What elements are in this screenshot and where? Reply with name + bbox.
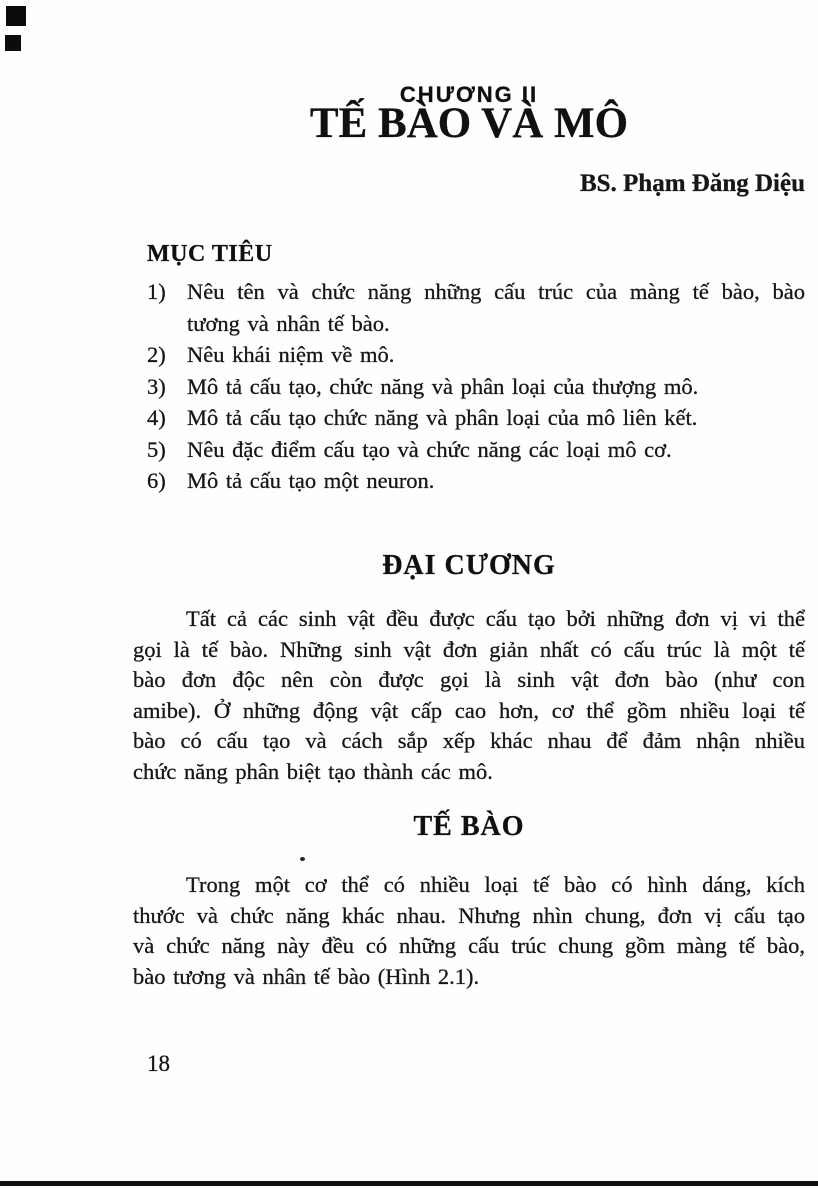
objective-text <box>187 339 805 371</box>
objective-number: 6) <box>147 468 166 493</box>
objective-text <box>187 371 805 403</box>
text-line: chức năng phân biệt tạo thành các mô. <box>133 758 493 784</box>
text-line: Mô tả cấu tạo, chức năng và phân loại của thượng mô. <box>187 373 699 399</box>
chapter-title: TẾ BÀO VÀ MÔ <box>309 100 629 147</box>
text-line: amibe). Ở những động vật cấp cao hơn, cơ thể gồm nhiều loại tế <box>133 697 805 723</box>
text-line: Nêu khái niệm về mô. <box>187 342 395 367</box>
objective-number: 3) <box>147 373 166 399</box>
page-number: 18 <box>147 1051 170 1076</box>
text-line: bào có cấu tạo và cách sắp xếp khác nhau để đảm nhận nhiều <box>133 728 805 754</box>
text-line: Nêu đặc điểm cấu tạo và chức năng các loại mô cơ. <box>187 436 672 462</box>
text-line: Tất cả các sinh vật đều được cấu tạo bởi những đơn vị vi thể <box>186 606 805 631</box>
overview-heading: ĐẠI CƯƠNG <box>382 550 556 581</box>
objective-text <box>187 402 805 434</box>
scan-speck <box>300 857 305 861</box>
objective-number: 1) <box>147 279 166 304</box>
objectives-list <box>133 276 805 497</box>
objective-item <box>133 371 805 403</box>
cell-heading: TẾ BÀO <box>413 811 525 842</box>
objective-item <box>133 402 805 434</box>
objective-text <box>187 465 805 497</box>
objective-text <box>187 434 805 466</box>
cell-paragraph <box>133 870 805 992</box>
objective-number: 4) <box>147 405 166 430</box>
overview-paragraph <box>133 604 805 788</box>
objective-item <box>133 339 805 371</box>
scan-mark-square-bottom <box>5 35 21 51</box>
text-line: Nêu tên và chức năng những cấu trúc của màng tế bào, bào <box>187 279 805 304</box>
bottom-rule <box>0 1181 818 1186</box>
text-line: Trong một cơ thể có nhiều loại tế bào có hình dáng, kích <box>186 872 805 897</box>
text-line: bào tương và nhân tế bào (Hình 2.1). <box>133 963 480 989</box>
author-byline: BS. Phạm Đăng Diệu <box>579 170 805 197</box>
text-line: Mô tả cấu tạo một neuron. <box>187 468 435 493</box>
text-line: Mô tả cấu tạo chức năng và phân loại của mô liên kết. <box>187 405 698 430</box>
scan-mark-square-top <box>6 6 26 26</box>
text-line: gọi là tế bào. Những sinh vật đơn giản nhất có cấu trúc là một tế <box>133 636 805 662</box>
text-line: thước và chức năng khác nhau. Nhưng nhìn chung, đơn vị cấu tạo <box>133 902 805 928</box>
text-line: tương và nhân tế bào. <box>187 310 390 336</box>
objectives-heading: MỤC TIÊU <box>147 241 273 267</box>
chapter-label: CHƯƠNG II <box>399 82 539 107</box>
objective-item <box>133 434 805 466</box>
text-column <box>133 0 805 1189</box>
objective-number: 5) <box>147 436 166 462</box>
objective-item <box>133 276 805 339</box>
objective-number: 2) <box>147 342 166 367</box>
text-line: và chức năng này đều có những cấu trúc chung gồm màng tế bào, <box>133 933 805 959</box>
text-line: bào đơn độc nên còn được gọi là sinh vật đơn bào (như con <box>133 667 805 693</box>
objective-item <box>133 465 805 497</box>
objective-text <box>187 276 805 339</box>
